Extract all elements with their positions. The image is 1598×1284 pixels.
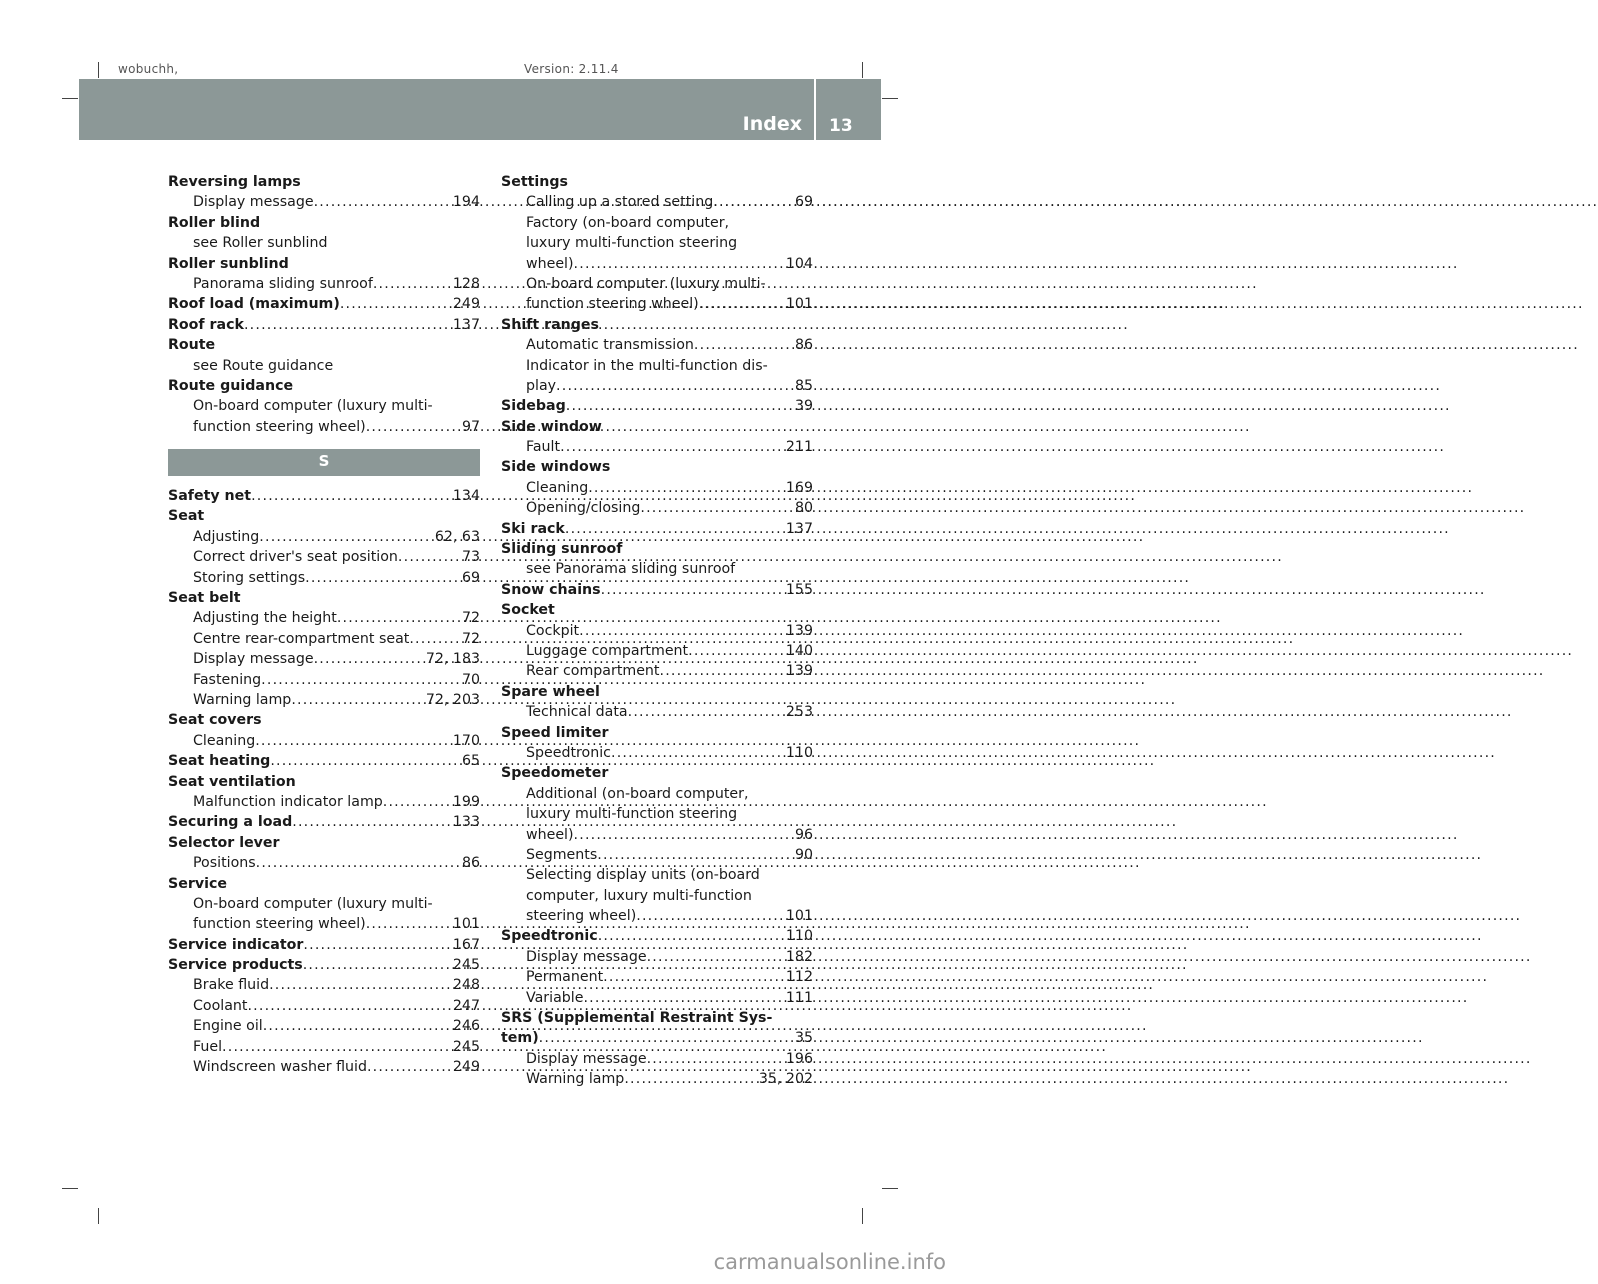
index-subentry[interactable] — [168, 1016, 480, 1036]
index-subentry[interactable] — [168, 670, 480, 690]
entry-label: Malfunction indicator lamp — [193, 793, 383, 810]
entry-label: Securing a load — [168, 814, 293, 831]
dot-leader — [579, 621, 780, 641]
index-subentry[interactable] — [501, 1069, 813, 1089]
index-subentry[interactable] — [168, 274, 480, 294]
dot-leader — [660, 661, 780, 681]
dot-leader — [305, 568, 456, 588]
dot-leader — [688, 641, 780, 661]
dot-leader — [636, 906, 780, 926]
entry-label: wheel) — [526, 826, 574, 843]
entry-label: Adjusting — [193, 528, 260, 545]
index-subentry — [501, 274, 813, 294]
index-entry — [501, 723, 813, 743]
index-entry — [501, 417, 813, 437]
page-reference: 69 — [794, 194, 813, 211]
dot-leader — [565, 519, 780, 539]
page-reference: 35, 202 — [758, 1071, 813, 1088]
print-slug-left: wobuchh, — [118, 62, 179, 76]
page-reference: 110 — [785, 744, 813, 761]
index-entry — [168, 874, 480, 894]
entry-label: Fastening — [193, 671, 262, 688]
index-entry[interactable] — [501, 1028, 813, 1048]
dot-leader — [337, 608, 456, 628]
page-reference: 110 — [785, 928, 813, 945]
index-column-right — [501, 172, 813, 1090]
page-reference: 104 — [785, 255, 813, 272]
page-reference: 247 — [452, 997, 480, 1014]
index-subentry[interactable] — [501, 437, 813, 457]
page-title: Index — [742, 113, 802, 135]
page-reference: 196 — [785, 1050, 813, 1067]
index-entry — [501, 1008, 813, 1028]
index-entry — [501, 682, 813, 702]
index-subentry[interactable] — [501, 1049, 813, 1069]
dot-leader — [314, 649, 420, 669]
index-subentry — [501, 356, 813, 376]
index-subentry[interactable] — [501, 661, 813, 681]
index-subentry[interactable] — [168, 914, 480, 934]
page-reference: 137 — [785, 520, 813, 537]
header-divider — [814, 79, 816, 140]
page-reference: 155 — [785, 581, 813, 598]
page-reference: 248 — [452, 977, 480, 994]
index-subentry[interactable] — [501, 335, 813, 355]
index-entry — [168, 772, 480, 792]
index-subentry[interactable] — [501, 192, 813, 212]
entry-label: Speedtronic — [501, 928, 598, 945]
entry-label: Reversing lamps — [168, 174, 301, 190]
dot-leader — [373, 274, 447, 294]
index-subentry — [168, 894, 480, 914]
index-subentry[interactable] — [168, 568, 480, 588]
index-subentry[interactable] — [501, 743, 813, 763]
index-subentry[interactable] — [168, 629, 480, 649]
index-subentry[interactable] — [501, 294, 813, 314]
index-subentry[interactable] — [501, 947, 813, 967]
entry-label: Seat ventilation — [168, 773, 296, 790]
index-subentry — [501, 804, 813, 824]
index-entry[interactable] — [168, 486, 480, 506]
index-subentry[interactable] — [501, 702, 813, 722]
page-reference: 35 — [794, 1030, 813, 1047]
dot-leader — [560, 437, 780, 457]
entry-label: Adjusting the height — [193, 610, 337, 627]
entry-label: Shift ranges — [501, 316, 599, 333]
index-subentry — [501, 865, 813, 885]
entry-label: Opening/closing — [526, 500, 641, 517]
entry-label: wheel) — [526, 255, 574, 272]
page-reference: 73 — [461, 549, 480, 566]
entry-label: Warning lamp — [526, 1071, 625, 1088]
entry-label: Indicator in the multi-function dis- — [526, 357, 768, 374]
dot-leader — [574, 825, 789, 845]
entry-label: Correct driver's seat position — [193, 549, 398, 566]
dot-leader — [255, 731, 447, 751]
index-subentry[interactable] — [168, 417, 480, 437]
entry-label: Rear compartment — [526, 663, 660, 680]
entry-label: Windscreen washer fluid — [193, 1059, 367, 1076]
index-entry[interactable] — [168, 294, 480, 314]
page-reference: 249 — [452, 296, 480, 313]
index-entry — [501, 600, 813, 620]
page-reference: 134 — [452, 488, 480, 505]
entry-label: computer, luxury multi-function — [526, 887, 752, 904]
entry-label: Additional (on-board computer, — [526, 785, 749, 802]
index-entry — [168, 254, 480, 274]
index-subentry[interactable] — [501, 906, 813, 926]
dot-leader — [647, 1049, 780, 1069]
dot-leader — [261, 670, 456, 690]
entry-label: Technical data — [526, 704, 628, 721]
index-subentry — [501, 784, 813, 804]
index-subentry[interactable] — [501, 254, 813, 274]
dot-leader — [647, 947, 780, 967]
entry-label: Engine oil — [193, 1018, 263, 1035]
entry-label: Speed limiter — [501, 724, 609, 741]
entry-label: tem) — [501, 1030, 539, 1047]
entry-label: Seat belt — [168, 590, 241, 607]
index-subentry[interactable] — [501, 376, 813, 396]
page-reference: 72, 203 — [425, 691, 480, 708]
dot-leader — [314, 192, 447, 212]
index-entry — [501, 539, 813, 559]
index-entry — [168, 376, 480, 396]
page-reference: 72 — [461, 610, 480, 627]
crop-mark — [62, 98, 78, 99]
index-subentry[interactable] — [501, 498, 813, 518]
page-reference: 111 — [785, 989, 813, 1006]
dot-leader — [383, 792, 447, 812]
page-reference: 97 — [461, 418, 480, 435]
index-subentry[interactable] — [501, 478, 813, 498]
entry-label: Service — [168, 875, 227, 892]
entry-label: Roof rack — [168, 316, 244, 333]
index-subentry[interactable] — [168, 690, 480, 710]
dot-leader — [601, 580, 780, 600]
page-reference: 139 — [785, 622, 813, 639]
index-subentry[interactable] — [168, 527, 480, 547]
entry-label: Route — [168, 337, 216, 354]
index-subentry — [501, 233, 813, 253]
page-reference: 85 — [794, 377, 813, 394]
dot-leader — [640, 498, 789, 518]
index-subentry — [501, 886, 813, 906]
index-subentry[interactable] — [168, 1057, 480, 1077]
entry-label: luxury multi-function steering — [526, 806, 738, 823]
dot-leader — [398, 547, 456, 567]
dot-leader — [583, 988, 779, 1008]
index-entry — [501, 457, 813, 477]
dot-leader — [713, 192, 789, 212]
print-slug-right: Version: 2.11.4 — [524, 62, 619, 76]
entry-label: On-board computer (luxury multi- — [193, 895, 433, 912]
entry-label: Automatic transmission — [526, 337, 694, 354]
index-subentry[interactable] — [501, 621, 813, 641]
entry-label: Warning lamp — [193, 691, 292, 708]
page-reference: 194 — [452, 194, 480, 211]
section-letter: S — [318, 452, 330, 471]
dot-leader — [291, 690, 420, 710]
dot-leader — [597, 845, 789, 865]
entry-label: Selecting display units (on-board — [526, 867, 760, 884]
page-reference: 86 — [461, 855, 480, 872]
entry-label: Seat heating — [168, 753, 271, 770]
page-reference: 65 — [461, 753, 480, 770]
crop-mark — [862, 62, 863, 78]
section-header — [168, 449, 480, 476]
index-entry[interactable] — [168, 955, 480, 975]
page-reference: 246 — [452, 1018, 480, 1035]
page-reference: 101 — [452, 916, 480, 933]
index-entry — [168, 172, 480, 192]
entry-label: Cleaning — [193, 732, 256, 749]
page-reference: 249 — [452, 1059, 480, 1076]
index-entry — [501, 315, 813, 335]
entry-label: Seat covers — [168, 712, 262, 729]
entry-label: Fault — [526, 439, 561, 456]
entry-label: Variable — [526, 989, 584, 1006]
entry-label: Roof load (maximum) — [168, 296, 340, 313]
dot-leader — [256, 853, 456, 873]
index-subentry[interactable] — [168, 192, 480, 212]
index-subentry[interactable] — [501, 967, 813, 987]
entry-label: Cockpit — [526, 622, 580, 639]
dot-leader — [556, 376, 789, 396]
entry-label: Display message — [193, 651, 314, 668]
index-entry — [168, 213, 480, 233]
page-reference: 62, 63 — [434, 528, 480, 545]
page-reference: 70 — [461, 671, 480, 688]
entry-label: see Route guidance — [193, 357, 334, 374]
entry-label: Safety net — [168, 488, 252, 505]
index-subentry[interactable] — [168, 731, 480, 751]
entry-label: see Panorama sliding sunroof — [526, 561, 736, 578]
dot-leader — [694, 335, 789, 355]
entry-label: Speedtronic — [526, 744, 611, 761]
entry-label: function steering wheel) — [526, 296, 699, 313]
entry-label: Snow chains — [501, 581, 601, 598]
index-entry — [168, 833, 480, 853]
dot-leader — [409, 629, 456, 649]
dot-leader — [292, 812, 447, 832]
dot-leader — [263, 1016, 447, 1036]
dot-leader — [603, 967, 780, 987]
entry-label: Sliding sunroof — [501, 541, 623, 558]
page-reference: 170 — [452, 732, 480, 749]
index-subentry — [501, 213, 813, 233]
index-subentry[interactable] — [168, 996, 480, 1016]
index-entry — [168, 506, 480, 526]
page-reference: 211 — [785, 439, 813, 456]
dot-leader — [251, 486, 447, 506]
page-reference: 96 — [794, 826, 813, 843]
index-entry — [168, 588, 480, 608]
dot-leader — [598, 926, 780, 946]
entry-label: Side window — [501, 418, 602, 435]
entry-label: Storing settings — [193, 569, 306, 586]
entry-label: Service products — [168, 957, 303, 974]
entry-label: function steering wheel) — [193, 418, 366, 435]
index-subentry[interactable] — [501, 825, 813, 845]
entry-label: Service indicator — [168, 936, 304, 953]
crop-mark — [62, 1188, 78, 1189]
index-entry[interactable] — [501, 519, 813, 539]
entry-label: Roller blind — [168, 214, 261, 231]
page-reference: 101 — [785, 908, 813, 925]
dot-leader — [699, 294, 780, 314]
entry-label: Display message — [526, 948, 647, 965]
entry-label: Panorama sliding sunroof — [193, 275, 373, 292]
index-entry — [501, 763, 813, 783]
index-column-left — [168, 172, 480, 1077]
index-subentry[interactable] — [168, 792, 480, 812]
entry-label: Route guidance — [168, 377, 294, 394]
crop-mark — [98, 1208, 99, 1224]
watermark: carmanualsonline.info — [713, 1250, 946, 1274]
entry-label: Roller sunblind — [168, 255, 289, 272]
entry-label: Side windows — [501, 459, 611, 476]
entry-label: Permanent — [526, 969, 604, 986]
crop-mark — [882, 1188, 898, 1189]
entry-label: Sidebag — [501, 398, 566, 415]
index-entry — [168, 335, 480, 355]
entry-label: On-board computer (luxury multi- — [193, 398, 433, 415]
entry-label: Display message — [526, 1050, 647, 1067]
index-subentry — [168, 356, 480, 376]
index-subentry[interactable] — [168, 853, 480, 873]
dot-leader — [269, 975, 447, 995]
entry-label: Factory (on-board computer, — [526, 214, 730, 231]
crop-mark — [862, 1208, 863, 1224]
index-subentry — [168, 396, 480, 416]
page-reference: 128 — [452, 275, 480, 292]
entry-label: Luggage compartment — [526, 642, 689, 659]
index-subentry[interactable] — [168, 547, 480, 567]
dot-leader — [247, 996, 446, 1016]
index-entry[interactable] — [168, 935, 480, 955]
page-reference: 199 — [452, 793, 480, 810]
dot-leader — [303, 935, 446, 955]
entry-label: On-board computer (luxury multi- — [526, 275, 766, 292]
index-subentry[interactable] — [168, 649, 480, 669]
index-subentry — [168, 233, 480, 253]
entry-label: SRS (Supplemental Restraint Sys- — [501, 1010, 773, 1027]
crop-mark — [98, 62, 99, 78]
dot-leader — [366, 417, 456, 437]
page-reference: 140 — [785, 642, 813, 659]
entry-label: Segments — [526, 846, 598, 863]
dot-leader — [566, 396, 789, 416]
dot-leader — [539, 1028, 789, 1048]
dot-leader — [366, 914, 447, 934]
index-entry — [168, 710, 480, 730]
entry-label: Ski rack — [501, 520, 565, 537]
page-reference: 39 — [794, 398, 813, 415]
page-reference: 245 — [452, 957, 480, 974]
page-reference: 137 — [452, 316, 480, 333]
entry-label: steering wheel) — [526, 908, 637, 925]
index-entry[interactable] — [501, 926, 813, 946]
page-reference: 167 — [452, 936, 480, 953]
entry-label: Display message — [193, 194, 314, 211]
entry-label: function steering wheel) — [193, 916, 366, 933]
index-subentry — [501, 559, 813, 579]
dot-leader — [367, 1057, 447, 1077]
entry-label: luxury multi-function steering — [526, 235, 738, 252]
page-reference: 90 — [794, 846, 813, 863]
index-subentry[interactable] — [168, 1037, 480, 1057]
entry-label: Settings — [501, 174, 568, 190]
page-reference: 69 — [461, 569, 480, 586]
dot-leader — [574, 254, 780, 274]
dot-leader — [588, 478, 780, 498]
page-reference: 182 — [785, 948, 813, 965]
dot-leader — [222, 1037, 447, 1057]
entry-label: Calling up a stored setting — [526, 194, 714, 211]
entry-label: see Roller sunblind — [193, 235, 328, 252]
index-entry[interactable] — [168, 812, 480, 832]
page-reference: 72, 183 — [425, 651, 480, 668]
entry-label: Brake fluid — [193, 977, 270, 994]
page-reference: 245 — [452, 1038, 480, 1055]
entry-label: Selector lever — [168, 834, 280, 851]
page-reference: 101 — [785, 296, 813, 313]
page-reference: 72 — [461, 630, 480, 647]
dot-leader — [270, 751, 456, 771]
crop-mark — [882, 98, 898, 99]
entry-label: Cleaning — [526, 479, 589, 496]
index-entry — [501, 172, 813, 192]
page-reference: 169 — [785, 479, 813, 496]
dot-leader — [340, 294, 447, 314]
page-reference: 112 — [785, 969, 813, 986]
page-reference: 80 — [794, 500, 813, 517]
index-entry[interactable] — [501, 580, 813, 600]
dot-leader — [611, 743, 780, 763]
entry-label: Coolant — [193, 997, 248, 1014]
index-entry[interactable] — [168, 751, 480, 771]
page-reference: 133 — [452, 814, 480, 831]
page-reference: 253 — [785, 704, 813, 721]
page-number: 13 — [829, 116, 853, 136]
dot-leader — [624, 1069, 753, 1089]
index-subentry[interactable] — [501, 641, 813, 661]
index-entry[interactable] — [168, 315, 480, 335]
index-subentry[interactable] — [501, 988, 813, 1008]
page-reference: 139 — [785, 663, 813, 680]
entry-label: Fuel — [193, 1038, 223, 1055]
entry-label: Spare wheel — [501, 683, 600, 700]
entry-label: play — [526, 377, 557, 394]
dot-leader — [244, 315, 447, 335]
dot-leader — [628, 702, 780, 722]
page-reference: 86 — [794, 337, 813, 354]
entry-label: Socket — [501, 602, 555, 619]
entry-label: Centre rear-compartment seat — [193, 630, 410, 647]
dot-leader — [303, 955, 447, 975]
index-subentry[interactable] — [501, 845, 813, 865]
entry-label: Speedometer — [501, 765, 609, 782]
index-subentry[interactable] — [168, 608, 480, 628]
index-subentry[interactable] — [168, 975, 480, 995]
index-entry[interactable] — [501, 396, 813, 416]
entry-label: Seat — [168, 508, 205, 525]
dot-leader — [259, 527, 429, 547]
entry-label: Positions — [193, 855, 256, 872]
